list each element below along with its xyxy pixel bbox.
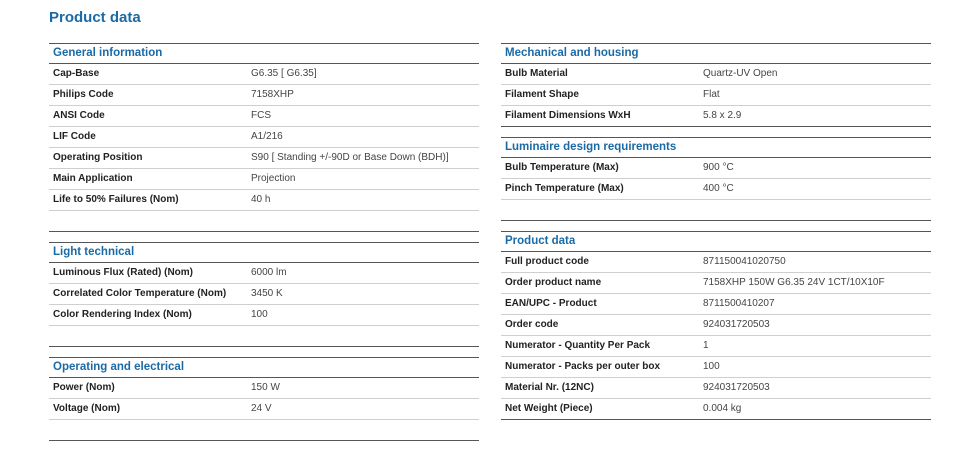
row-label: Filament Dimensions WxH [505, 110, 631, 121]
row-label: Bulb Temperature (Max) [505, 162, 619, 173]
row-value: 924031720503 [703, 382, 770, 393]
section-title: General information [49, 43, 479, 64]
row-value: G6.35 [ G6.35] [251, 68, 317, 79]
row-value: 8711500410207 [703, 298, 775, 309]
row-label: EAN/UPC - Product [505, 298, 597, 309]
table-row [49, 284, 479, 305]
section-general-information [49, 43, 479, 232]
table-row [49, 190, 479, 211]
section-spacer [49, 211, 479, 232]
row-value: Flat [703, 89, 720, 100]
row-value: 7158XHP [251, 89, 294, 100]
row-label: Luminous Flux (Rated) (Nom) [53, 267, 193, 278]
section-product-data [501, 231, 931, 420]
row-label: Life to 50% Failures (Nom) [53, 194, 179, 205]
row-label: LIF Code [53, 131, 96, 142]
table-row [49, 148, 479, 169]
table-row [501, 85, 931, 106]
row-label: Numerator - Packs per outer box [505, 361, 661, 372]
row-label: Correlated Color Temperature (Nom) [53, 288, 227, 299]
row-label: Philips Code [53, 89, 114, 100]
row-value: 1 [703, 340, 709, 351]
table-row [501, 357, 931, 378]
right-column [501, 43, 931, 420]
table-row [49, 263, 479, 284]
row-value: 5.8 x 2.9 [703, 110, 742, 121]
row-value: 7158XHP 150W G6.35 24V 1CT/10X10F [703, 277, 885, 288]
table-row [49, 106, 479, 127]
row-value: 6000 lm [251, 267, 287, 278]
table-row [501, 399, 931, 420]
row-label: Color Rendering Index (Nom) [53, 309, 192, 320]
table-row [49, 85, 479, 106]
row-value: FCS [251, 110, 271, 121]
section-title: Operating and electrical [49, 357, 479, 378]
table-row [501, 252, 931, 273]
table-row [501, 158, 931, 179]
table-row [501, 273, 931, 294]
section-operating-electrical [49, 357, 479, 441]
row-value: A1/216 [251, 131, 283, 142]
row-label: Filament Shape [505, 89, 579, 100]
section-title: Mechanical and housing [501, 43, 931, 64]
table-row [501, 179, 931, 200]
page-title: Product data [49, 9, 141, 26]
row-value: 100 [703, 361, 720, 372]
table-row [49, 378, 479, 399]
section-title: Light technical [49, 242, 479, 263]
left-column [49, 43, 479, 441]
table-row [501, 106, 931, 127]
row-label: Full product code [505, 256, 589, 267]
row-label: ANSI Code [53, 110, 105, 121]
table-row [49, 127, 479, 148]
section-spacer [49, 420, 479, 441]
row-label: Order product name [505, 277, 602, 288]
row-value: Quartz-UV Open [703, 68, 778, 79]
section-mechanical-housing [501, 43, 931, 127]
table-row [49, 305, 479, 326]
table-row [501, 315, 931, 336]
table-row [49, 64, 479, 85]
section-light-technical [49, 242, 479, 347]
row-value: 150 W [251, 382, 280, 393]
row-value: 900 °C [703, 162, 734, 173]
section-title: Product data [501, 231, 931, 252]
row-value: 24 V [251, 403, 272, 414]
row-value: 0.004 kg [703, 403, 742, 414]
row-label: Voltage (Nom) [53, 403, 121, 414]
row-label: Pinch Temperature (Max) [505, 183, 624, 194]
section-luminaire-design [501, 137, 931, 221]
row-label: Order code [505, 319, 559, 330]
row-value: 100 [251, 309, 268, 320]
section-title: Luminaire design requirements [501, 137, 931, 158]
row-value: 871150041020750 [703, 256, 786, 267]
table-row [501, 64, 931, 85]
row-label: Numerator - Quantity Per Pack [505, 340, 651, 351]
table-row [49, 399, 479, 420]
row-label: Power (Nom) [53, 382, 115, 393]
row-label: Net Weight (Piece) [505, 403, 593, 414]
row-value: Projection [251, 173, 296, 184]
row-value: 400 °C [703, 183, 734, 194]
row-label: Cap-Base [53, 68, 100, 79]
table-row [49, 169, 479, 190]
row-value: 3450 K [251, 288, 283, 299]
row-label: Main Application [53, 173, 133, 184]
row-label: Material Nr. (12NC) [505, 382, 594, 393]
row-value: S90 [ Standing +/-90D or Base Down (BDH)] [251, 152, 449, 163]
section-spacer [49, 326, 479, 347]
table-row [501, 294, 931, 315]
section-spacer [501, 200, 931, 221]
row-value: 40 h [251, 194, 271, 205]
table-row [501, 378, 931, 399]
row-label: Operating Position [53, 152, 143, 163]
table-row [501, 336, 931, 357]
row-label: Bulb Material [505, 68, 568, 79]
row-value: 924031720503 [703, 319, 770, 330]
